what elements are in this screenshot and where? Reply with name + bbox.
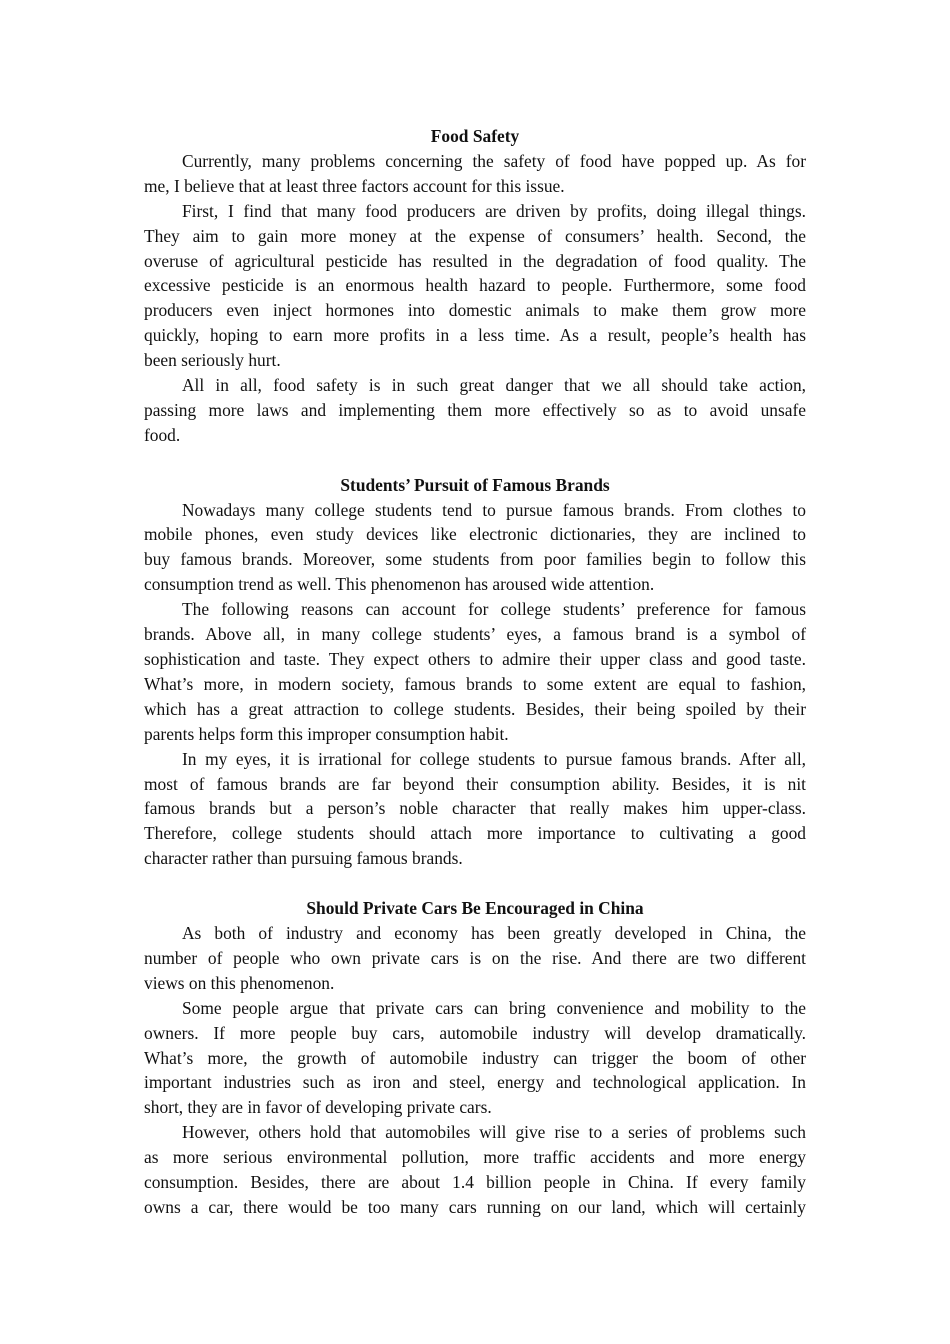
- text-line: owns a car, there would be too many cars running on our land, which will certainly: [144, 1196, 806, 1217]
- paragraph: [144, 199, 806, 373]
- text-line: mobile phones, even study devices like electronic dictionaries, they are inclined to: [144, 524, 806, 545]
- text-line: In my eyes, it is irrational for college students to pursue famous brands. After all,: [182, 748, 806, 769]
- text-line: as more serious environmental pollution, more traffic accidents and more energy: [144, 1147, 806, 1168]
- text-line: owners. If more people buy cars, automobile industry will develop dramatically.: [144, 1022, 806, 1043]
- document-page: [144, 124, 806, 1220]
- text-line: short, they are in favor of developing private cars.: [144, 1097, 492, 1118]
- text-line: famous brands but a person’s noble character that really makes him upper-class.: [144, 798, 806, 819]
- paragraph: [144, 373, 806, 448]
- text-line: brands. Above all, in many college students’ eyes, a famous brand is a symbol of: [144, 624, 806, 645]
- text-line: important industries such as iron and steel, energy and technological application. In: [144, 1072, 806, 1093]
- text-line: which has a great attraction to college students. Besides, their being spoiled by their: [144, 698, 806, 719]
- paragraph: [144, 498, 806, 598]
- text-line: consumption trend as well. This phenomenon has aroused wide attention.: [144, 574, 655, 595]
- text-line: What’s more, the growth of automobile industry can trigger the boom of other: [144, 1047, 806, 1068]
- paragraph: [144, 747, 806, 872]
- section-title: Students’ Pursuit of Famous Brands: [340, 474, 610, 495]
- section-spacer: [144, 448, 806, 473]
- text-line: consumption. Besides, there are about 1.4 billion people in China. If every family: [144, 1172, 806, 1193]
- paragraph: [144, 996, 806, 1121]
- paragraph: [144, 1120, 806, 1220]
- paragraph: [144, 149, 806, 199]
- text-line: However, others hold that automobiles will give rise to a series of problems such: [182, 1122, 806, 1143]
- text-line: overuse of agricultural pesticide has resulted in the degradation of food quality. The: [144, 250, 806, 271]
- text-line: producers even inject hormones into domestic animals to make them grow more: [144, 300, 806, 321]
- text-line: Some people argue that private cars can bring convenience and mobility to the: [182, 997, 806, 1018]
- text-line: Therefore, college students should attach more importance to cultivating a good: [144, 823, 806, 844]
- text-line: Nowadays many college students tend to pursue famous brands. From clothes to: [182, 499, 806, 520]
- text-line: food.: [144, 424, 181, 445]
- text-line: character rather than pursuing famous brands.: [144, 848, 463, 869]
- text-line: quickly, hoping to earn more profits in a less time. As a result, people’s health has: [144, 325, 806, 346]
- paragraph: [144, 597, 806, 746]
- text-line: excessive pesticide is an enormous health hazard to people. Furthermore, some food: [144, 275, 806, 296]
- text-line: most of famous brands are far beyond their consumption ability. Besides, it is nit: [144, 773, 806, 794]
- section-title: Food Safety: [430, 126, 520, 146]
- text-line: All in all, food safety is in such great danger that we all should take action,: [182, 375, 806, 396]
- text-line: number of people who own private cars is on the rise. And there are two different: [144, 947, 806, 968]
- section-spacer: [144, 871, 806, 896]
- text-line: me, I believe that at least three factors account for this issue.: [144, 175, 565, 196]
- text-line: They aim to gain more money at the expense of consumers’ health. Second, the: [144, 225, 806, 246]
- text-line: Currently, many problems concerning the safety of food have popped up. As for: [182, 150, 806, 171]
- text-line: First, I find that many food producers are driven by profits, doing illegal things.: [182, 200, 806, 221]
- text-line: What’s more, in modern society, famous brands to some extent are equal to fashion,: [144, 673, 806, 694]
- text-line: views on this phenomenon.: [144, 972, 335, 993]
- text-line: sophistication and taste. They expect others to admire their upper class and good taste.: [144, 649, 806, 670]
- text-line: parents helps form this improper consumption habit.: [144, 723, 509, 744]
- text-line: As both of industry and economy has been greatly developed in China, the: [182, 922, 806, 943]
- text-line: passing more laws and implementing them more effectively so as to avoid unsafe: [144, 399, 806, 420]
- section-title: Should Private Cars Be Encouraged in China: [306, 898, 644, 919]
- text-line: been seriously hurt.: [144, 350, 281, 371]
- paragraph: [144, 921, 806, 996]
- text-line: The following reasons can account for college students’ preference for famous: [182, 599, 806, 620]
- text-line: buy famous brands. Moreover, some students from poor families begin to follow this: [144, 549, 806, 570]
